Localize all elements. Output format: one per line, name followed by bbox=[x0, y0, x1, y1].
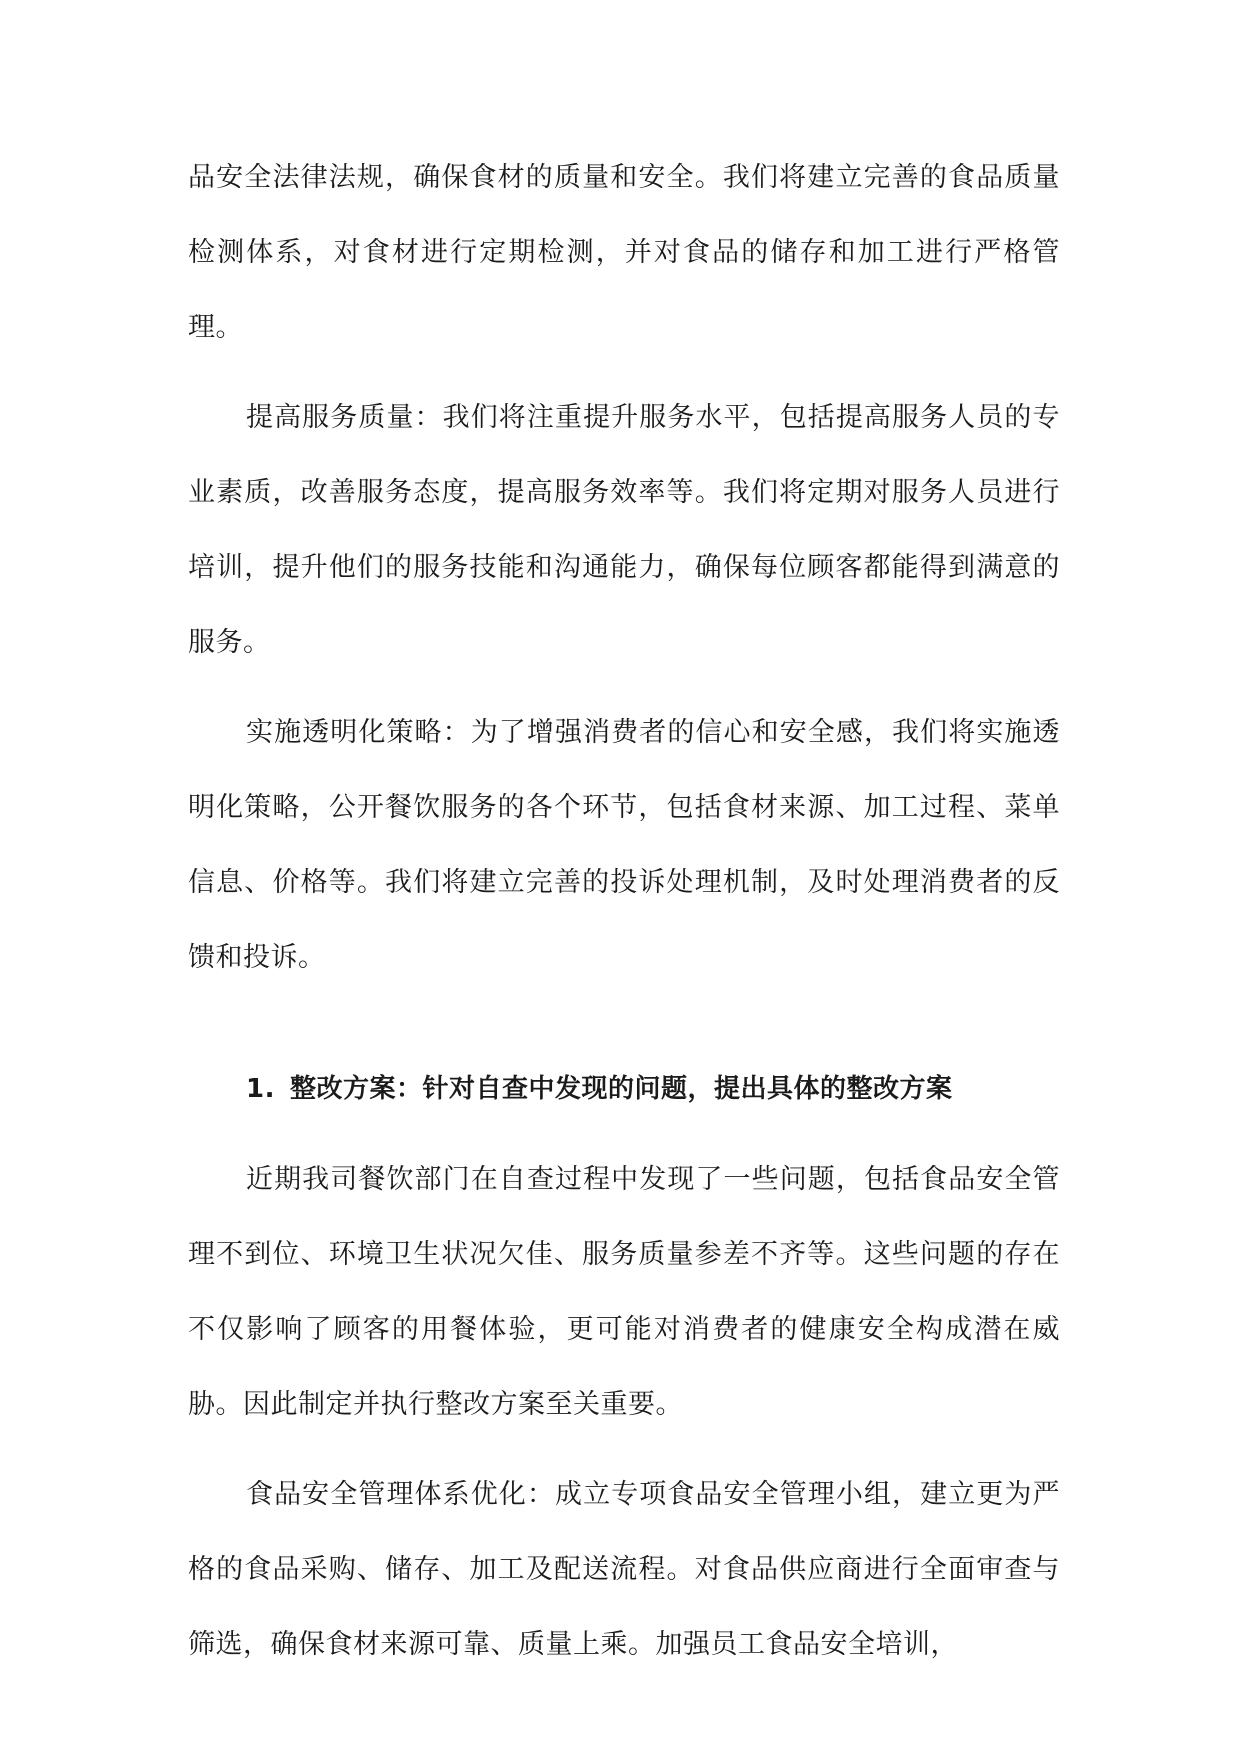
paragraph-intro: 近期我司餐饮部门在自查过程中发现了一些问题，包括食品安全管理不到位、环境卫生状况欠佳、服务质量参差不齐等。这些问题的存在不仅影响了顾客的用餐体验，更可能对消费者的健康安全构成潜在威胁。因此制定并执行整改方案至关重要。 bbox=[188, 1164, 1060, 1420]
section-number: 1. bbox=[246, 1074, 275, 1104]
paragraph-continuation: 品安全法律法规，确保食材的质量和安全。我们将建立完善的食品质量检测体系，对食材进行定期检测，并对食品的储存和加工进行严格管理。 bbox=[188, 162, 1060, 343]
section-heading bbox=[188, 1052, 1060, 1127]
document-page bbox=[188, 140, 1060, 1697]
paragraph-food-safety: 食品安全管理体系优化：成立专项食品安全管理小组，建立更为严格的食品采购、储存、加工及配送流程。对食品供应商进行全面审查与筛选，确保食材来源可靠、质量上乘。加强员工食品安全培训， bbox=[188, 1479, 1060, 1660]
paragraph-transparency: 实施透明化策略：为了增强消费者的信心和安全感，我们将实施透明化策略，公开餐饮服务的各个环节，包括食材来源、加工过程、菜单信息、价格等。我们将建立完善的投诉处理机制，及时处理消费者的反馈和投诉。 bbox=[188, 717, 1060, 973]
section-title: 整改方案：针对自查中发现的问题，提出具体的整改方案 bbox=[290, 1074, 953, 1104]
paragraph-service-quality: 提高服务质量：我们将注重提升服务水平，包括提高服务人员的专业素质，改善服务态度，提高服务效率等。我们将定期对服务人员进行培训，提升他们的服务技能和沟通能力，确保每位顾客都能得到满意的服务。 bbox=[188, 402, 1060, 658]
